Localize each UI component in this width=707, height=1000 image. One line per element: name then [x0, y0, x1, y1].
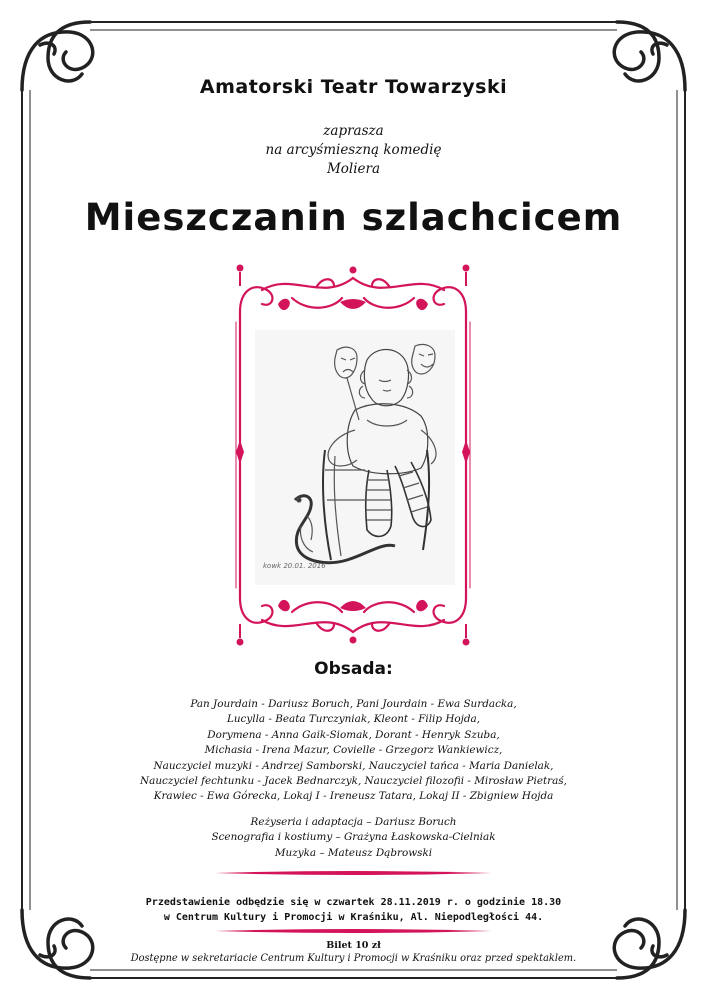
illustration-man-in-chair: [255, 330, 455, 585]
cast-line: Pan Jourdain - Dariusz Boruch, Pani Jourdain - Ewa Surdacka,: [190, 698, 517, 710]
invitation-line-2: na arcyśmieszną komedię: [265, 142, 442, 158]
credit-line-scenography: Scenografia i kostiumy – Grażyna Łaskowska-Cielniak: [211, 831, 496, 844]
red-divider-top: [215, 870, 492, 876]
invitation-line-1: zaprasza: [323, 123, 384, 139]
credits-list: [0, 815, 707, 861]
ticket-price: Bilet 10 zł: [326, 940, 381, 951]
cast-heading: Obsada:: [314, 659, 393, 679]
cast-line: Lucylla - Beata Turczyniak, Kleont - Filip Hojda,: [226, 713, 481, 726]
ticket-availability: Dostępne w sekretariacie Centrum Kultury i Promocji w Kraśniku oraz przed spektaklem.: [130, 953, 577, 964]
red-divider-bottom: [215, 928, 492, 934]
troupe-name: Amatorski Teatr Towarzyski: [199, 76, 508, 98]
performance-date: Przedstawienie odbędzie się w czwartek 28.11.2019 r. o godzinie 18.30: [145, 897, 562, 908]
credit-line-music: Muzyka – Mateusz Dąbrowski: [274, 846, 433, 859]
cast-list: [0, 697, 707, 805]
performance-info: [0, 895, 707, 925]
invitation-text: [0, 122, 707, 179]
credit-line-director: Reżyseria i adaptacja – Dariusz Boruch: [250, 816, 457, 828]
cast-line: Krawiec - Ewa Górecka, Lokaj I - Ireneusz Tatara, Lokaj II - Zbigniew Hojda: [153, 790, 554, 803]
cast-line: Nauczyciel muzyki - Andrzej Samborski, Nauczyciel tańca - Maria Danielak,: [153, 759, 554, 772]
cast-line: Michasia - Irena Mazur, Covielle - Grzegorz Wankiewicz,: [204, 744, 503, 757]
illustration-signature: kowk 20.01. 2016: [263, 562, 326, 570]
cast-line: Dorymena - Anna Gaik-Siomak, Dorant - Henryk Szuba,: [207, 728, 500, 741]
play-title: Mieszczanin szlachcicem: [84, 196, 623, 239]
invitation-line-3: Moliera: [326, 161, 381, 177]
performance-venue: w Centrum Kultury i Promocji w Kraśniku, Al. Niepodległości 44.: [163, 912, 544, 923]
cast-line: Nauczyciel fechtunku - Jacek Bednarczyk, Nauczyciel filozofii - Mirosław Pietraś,: [140, 775, 567, 788]
